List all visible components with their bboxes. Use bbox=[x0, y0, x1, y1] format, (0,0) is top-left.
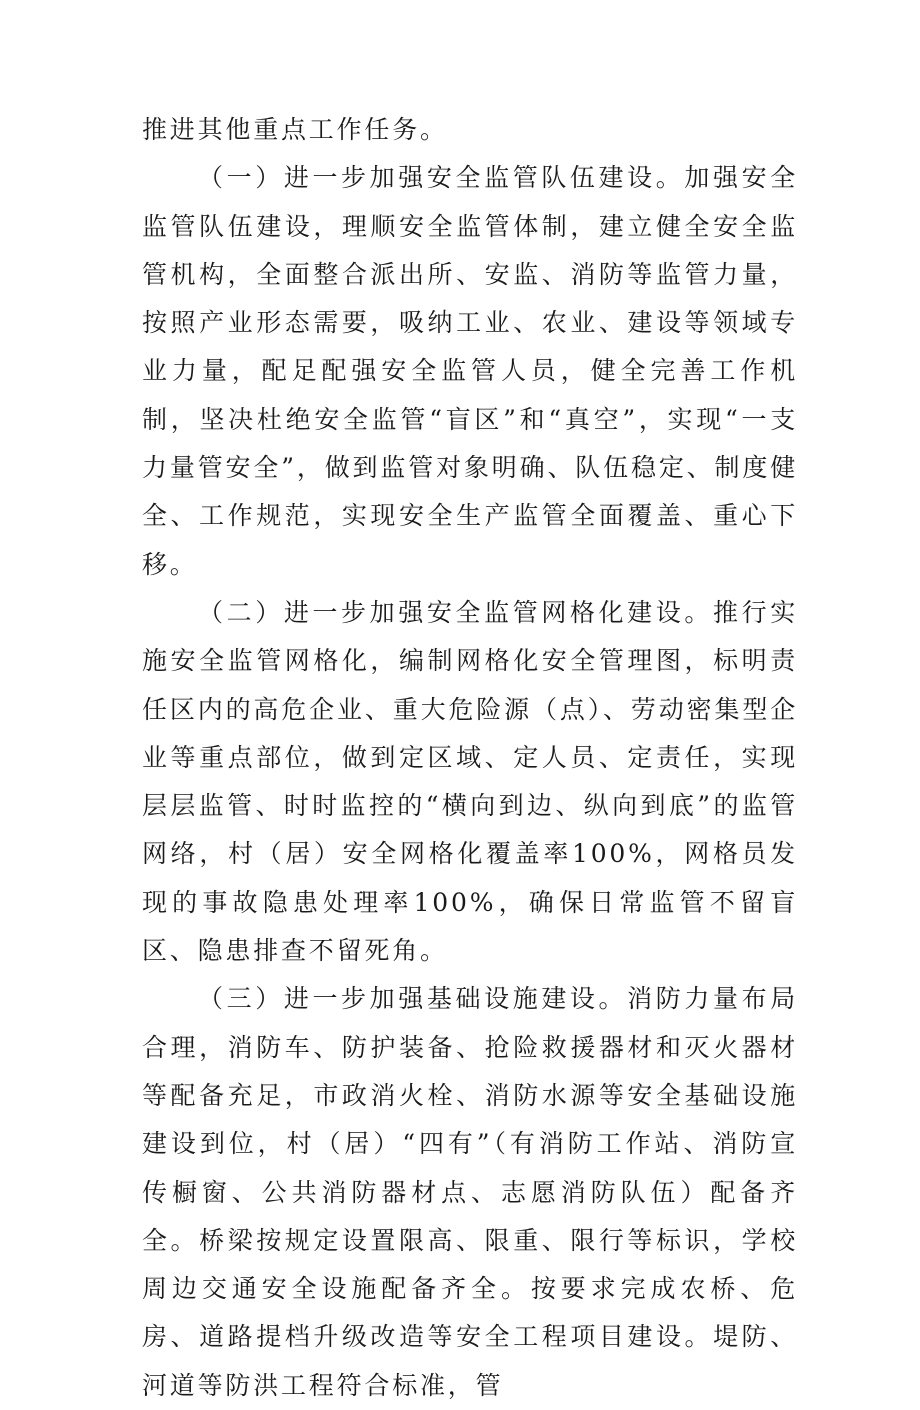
paragraph-section-1: （一）进一步加强安全监管队伍建设。加强安全监管队伍建设，理顺安全监管体制，建立健全安全监管机构，全面整合派出所、安监、消防等监管力量，按照产业形态需要，吸纳工业、农业、建设等领域专业力量，配足配强安全监管人员，健全完善工作机制，坚决杜绝安全监管“盲区”和“真空”，实现“一支力量管安全”，做到监管对象明确、队伍稳定、制度健全、工作规范，实现安全生产监管全面覆盖、重心下移。 bbox=[142, 163, 798, 579]
document-body bbox=[142, 106, 798, 1410]
paragraph-continuation: 推进其他重点工作任务。 bbox=[142, 115, 448, 144]
paragraph-section-3: （三）进一步加强基础设施建设。消防力量布局合理，消防车、防护装备、抢险救援器材和灭火器材等配备充足，市政消火栓、消防水源等安全基础设施建设到位，村（居）“四有”（有消防工作站、消防宣传橱窗、公共消防器材点、志愿消防队伍）配备齐全。桥梁按规定设置限高、限重、限行等标识，学校周边交通安全设施配备齐全。按要求完成农桥、危房、道路提档升级改造等安全工程项目建设。堤防、河道等防洪工程符合标准，管 bbox=[142, 984, 798, 1400]
paragraph-section-2: （二）进一步加强安全监管网格化建设。推行实施安全监管网格化，编制网格化安全管理图，标明责任区内的高危企业、重大危险源（点）、劳动密集型企业等重点部位，做到定区域、定人员、定责任，实现层层监管、时时监控的“横向到边、纵向到底”的监管网络，村（居）安全网格化覆盖率100%，网格员发现的事故隐患处理率100%，确保日常监管不留盲区、隐患排查不留死角。 bbox=[142, 597, 798, 966]
